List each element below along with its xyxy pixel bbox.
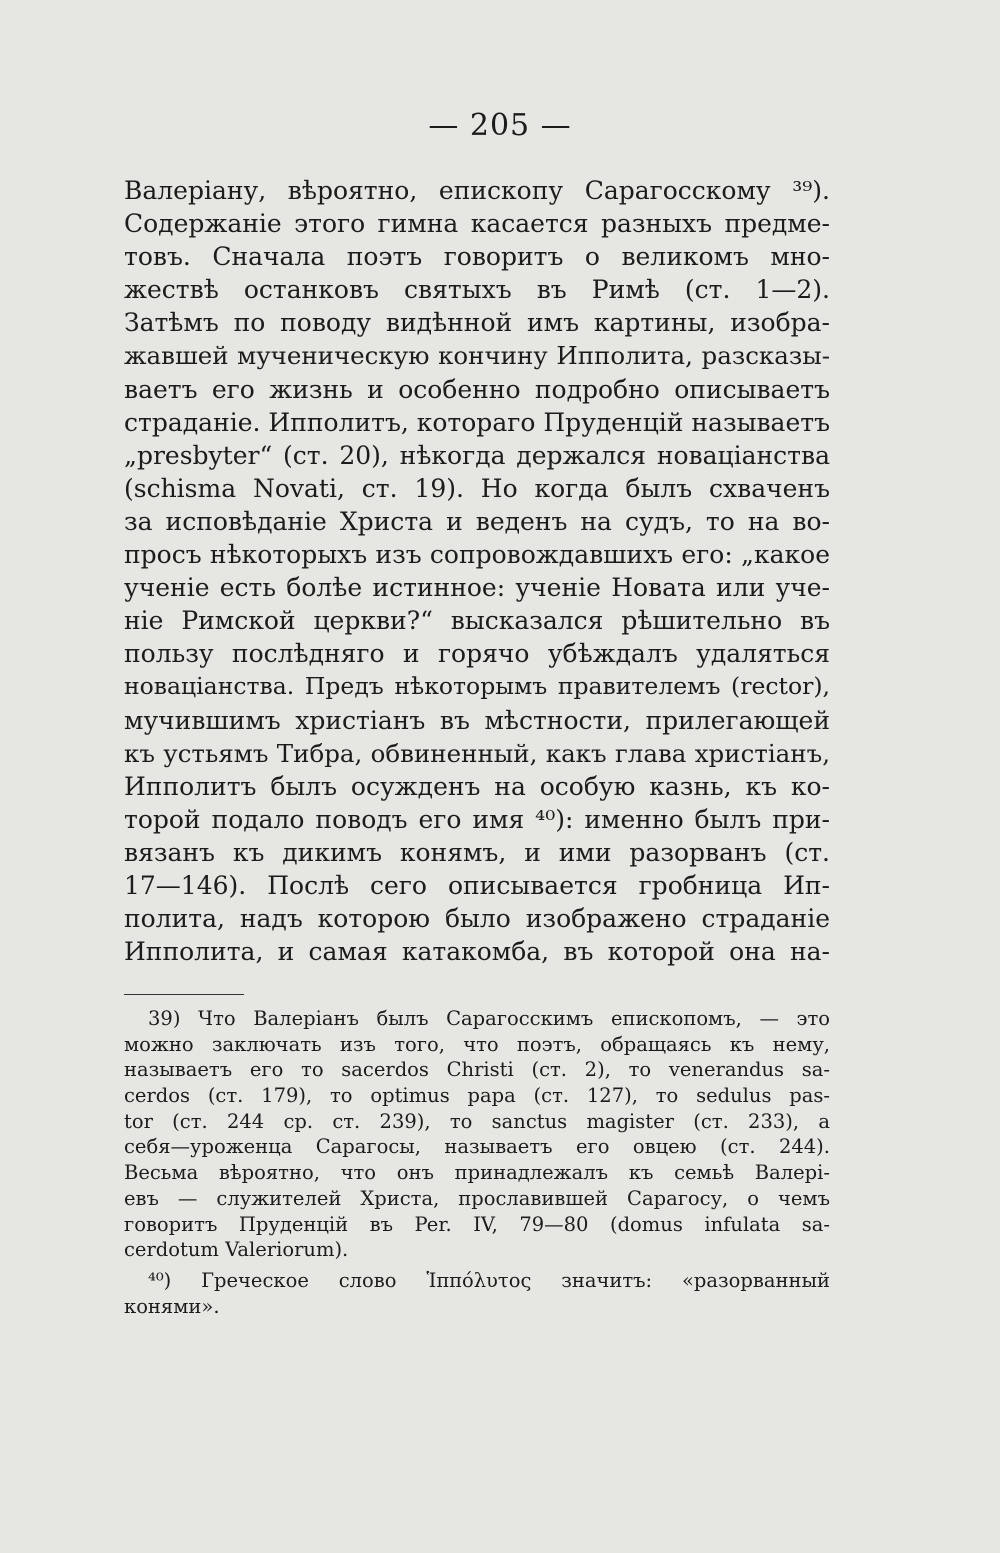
- text-line: Затѣмъ по поводу видѣнной имъ картины, изобра-: [124, 308, 830, 338]
- text-line: ваетъ его жизнь и особенно подробно описываетъ: [124, 374, 830, 404]
- text-line: жавшей мученическую кончину Ипполита, разсказы-: [124, 341, 830, 371]
- text-line: Валеріану, вѣроятно, епископу Сарагосскому ³⁹).: [124, 176, 830, 205]
- text-line: торой подало поводъ его имя ⁴⁰): именно былъ при-: [124, 804, 830, 834]
- text-line: просъ нѣкоторыхъ изъ сопровождавшихъ его: „какое: [124, 540, 830, 570]
- text-line: вязанъ къ дикимъ конямъ, и ими разорванъ (ст.: [124, 837, 830, 867]
- footnote-line: евъ — служителей Христа, прославившей Сарагосу, о чемъ: [124, 1186, 830, 1210]
- footnote-39: [124, 1006, 830, 1263]
- footnote-line: говоритъ Пруденцій въ Per. IV, 79—80 (domus infulata sa-: [124, 1212, 830, 1236]
- text-line: „presbyter“ (ст. 20), нѣкогда держался новаціанства: [124, 440, 830, 470]
- text-line: полита, надъ которою было изображено страданіе: [124, 904, 830, 934]
- footnote-line: себя—уроженца Сарагосы, называетъ его овцею (ст. 244).: [124, 1135, 830, 1159]
- footnote-line: можно заключать изъ того, что поэтъ, обращаясь къ нему,: [124, 1032, 830, 1056]
- text-line: пользу послѣдняго и горячо убѣждалъ удаляться: [124, 639, 830, 669]
- text-line: жествѣ останковъ святыхъ въ Римѣ (ст. 1—2).: [124, 275, 830, 305]
- text-line: за исповѣданіе Христа и веденъ на судъ, то на во-: [124, 506, 830, 536]
- text-line: 17—146). Послѣ сего описывается гробница Ип-: [124, 870, 830, 900]
- text-line: Ипполита, и самая катакомба, въ которой она на-: [124, 937, 830, 967]
- text-line: товъ. Сначала поэтъ говоритъ о великомъ мно-: [124, 242, 830, 272]
- footnote-line: tor (ст. 244 ср. ст. 239), то sanctus magister (ст. 233), а: [124, 1109, 830, 1133]
- main-text: [124, 174, 830, 968]
- text-line: новаціанства. Предъ нѣкоторымъ правителемъ (rector),: [124, 672, 830, 701]
- footnote-line: Весьма вѣроятно, что онъ принадлежалъ къ семьѣ Валері-: [124, 1161, 830, 1185]
- text-line: ученіе есть болѣе истинное: ученіе Новата или уче-: [124, 573, 830, 603]
- footnotes: [124, 1006, 830, 1319]
- footnote-line: конями».: [124, 1294, 220, 1318]
- footnote-line: cerdos (ст. 179), то optimus papa (ст. 127), то sedulus pas-: [124, 1084, 830, 1108]
- text-line: мучившимъ христіанъ въ мѣстности, прилегающей: [124, 705, 830, 735]
- text-line: къ устьямъ Тибра, обвиненный, какъ глава христіанъ,: [124, 738, 830, 768]
- page-number: — 205 —: [428, 108, 572, 143]
- footnote-line: ⁴⁰) Греческое слово Ἱππόλυτος значитъ: «разорванный: [148, 1268, 830, 1292]
- footnote-line: cerdotum Valeriorum).: [124, 1238, 349, 1262]
- footnote-40: [124, 1268, 830, 1319]
- text-line: ніе Римской церкви?“ высказался рѣшительно въ: [124, 606, 830, 636]
- footnote-divider: [124, 994, 244, 995]
- footnote-line: 39) Что Валеріанъ былъ Сарагосскимъ епископомъ, — это: [148, 1007, 830, 1030]
- text-line: (schisma Novati, ст. 19). Но когда былъ схваченъ: [124, 473, 830, 503]
- text-line: Содержаніе этого гимна касается разныхъ предме-: [124, 209, 830, 239]
- text-line: страданіе. Ипполитъ, котораго Пруденцій называетъ: [124, 407, 830, 437]
- footnote-line: называетъ его то sacerdos Christi (ст. 2), то venerandus sa-: [124, 1058, 830, 1082]
- text-line: Ипполитъ былъ осужденъ на особую казнь, къ ко-: [124, 771, 830, 801]
